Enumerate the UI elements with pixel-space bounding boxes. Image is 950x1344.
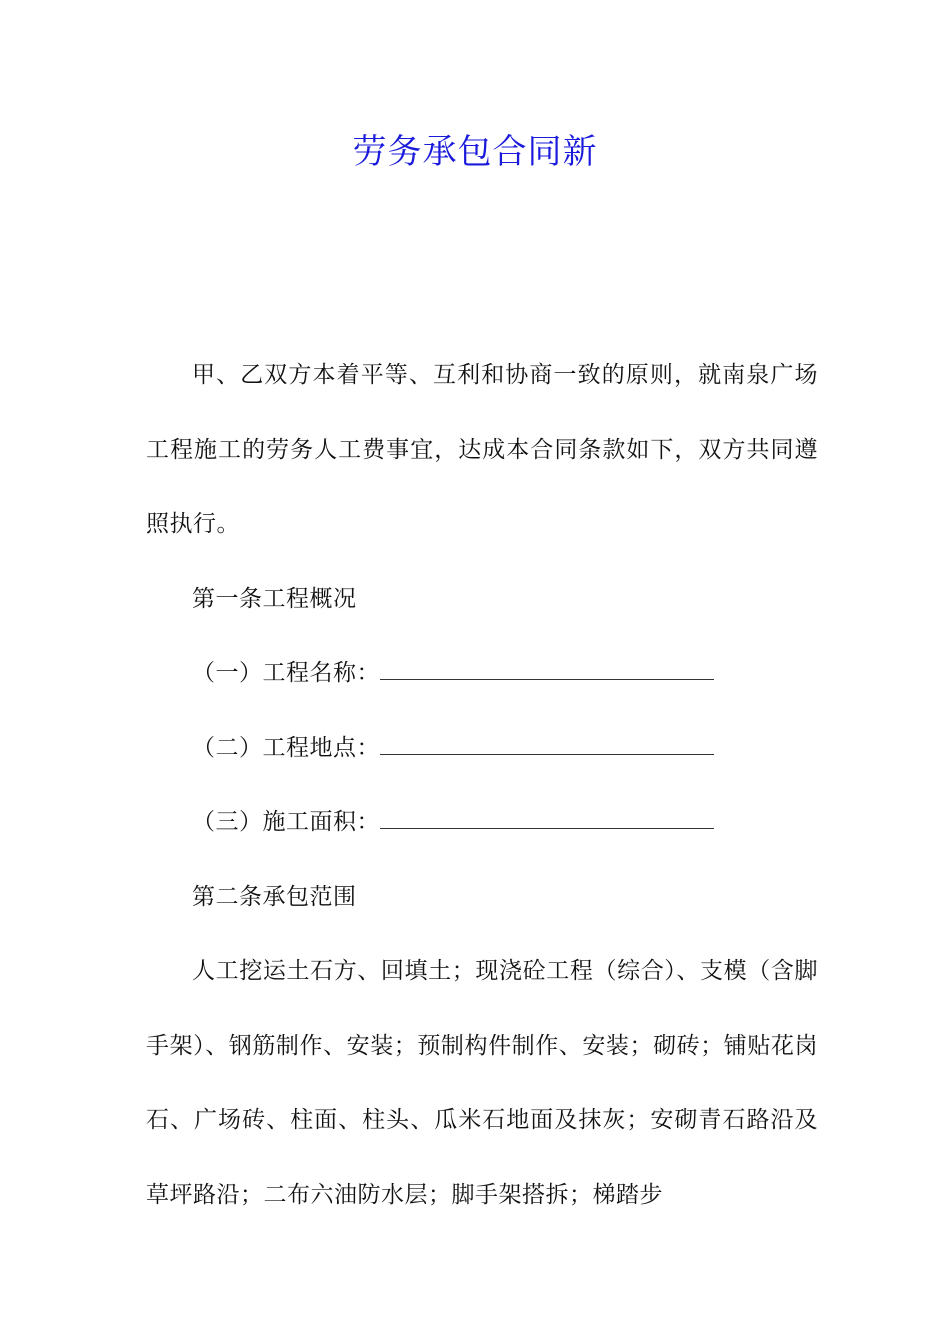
field-construction-area — [146, 785, 818, 860]
field-project-name-label: （一）工程名称： — [192, 660, 380, 686]
field-project-name-blank — [380, 653, 714, 680]
document-title: 劳务承包合同新 — [352, 132, 598, 172]
field-project-location-blank — [380, 728, 714, 755]
field-project-name — [146, 636, 818, 711]
intro-paragraph: 甲、乙双方本着平等、互利和协商一致的原则，就南泉广场工程施工的劳务人工费事宜，达成本合同条款如下，双方共同遵照执行。 — [146, 362, 818, 537]
article-2-heading: 第二条承包范围 — [192, 883, 357, 910]
document-body — [146, 338, 818, 1232]
field-construction-area-blank — [380, 802, 714, 829]
article-2-paragraph: 人工挖运土石方、回填土；现浇砼工程（综合）、支模（含脚手架）、钢筋制作、安装；预制构件制作、安装；砌砖；铺贴花岗石、广场砖、柱面、柱头、瓜米石地面及抹灰；安砌青石路沿及草坪路沿；二布六油防水层；脚手架搭拆；梯踏步 — [146, 958, 818, 1208]
field-project-location — [146, 711, 818, 786]
field-project-location-label: （二）工程地点： — [192, 734, 380, 761]
field-construction-area-label: （三）施工面积： — [192, 809, 380, 835]
article-1-heading: 第一条工程概况 — [192, 585, 357, 612]
